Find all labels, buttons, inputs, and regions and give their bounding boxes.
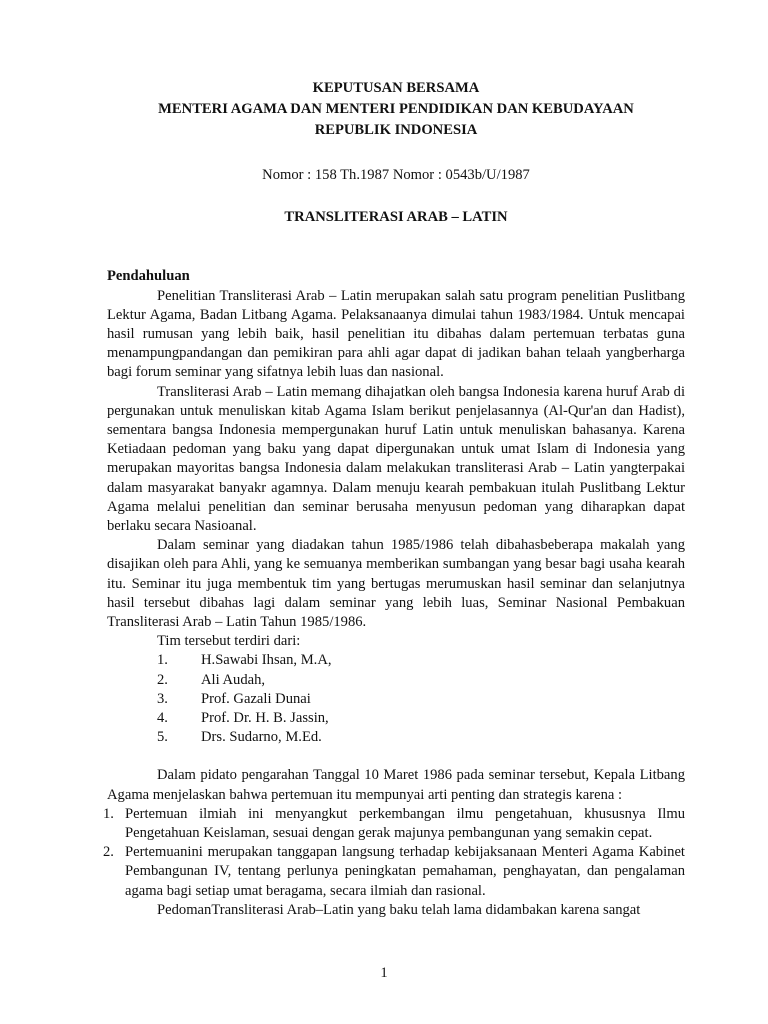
team-member-number: 5. — [157, 729, 168, 746]
title-line-1: KEPUTUSAN BERSAMA — [312, 80, 480, 96]
title-line-2: MENTERI AGAMA DAN MENTERI PENDIDIKAN DAN KEBUDAYAAN — [158, 101, 634, 117]
team-member — [157, 690, 685, 709]
team-member-number: 3. — [157, 690, 168, 707]
document-title — [107, 78, 685, 141]
team-member — [157, 728, 685, 747]
team-list — [107, 651, 685, 747]
team-member-number: 1. — [157, 652, 168, 669]
page-number: 1 — [380, 965, 388, 981]
team-member-number: 4. — [157, 710, 168, 727]
team-member-name: Ali Audah, — [201, 671, 266, 688]
team-member-name: Drs. Sudarno, M.Ed. — [201, 729, 322, 746]
points-list — [103, 805, 685, 901]
point-number: 2. — [103, 844, 114, 861]
point-text: Pertemuan ilmiah ini menyangkut perkembangan ilmu pengetahuan, khususnya Ilmu Pengetahuan Keislaman, sesuai dengan gerak majunya pembangunan yang semakin cepat. — [125, 805, 685, 842]
paragraph-1: Penelitian Transliterasi Arab – Latin merupakan salah satu program penelitian Puslitbang Lektur Agama, Badan Litbang Agama. Pelaksanaanya dimulai tahun 1983/1984. Untuk mencapai hasil rumusan yang lebih baik, hasil penelitian itu dibahas dalam pertemuan terbatas guna menampungpandangan dan pemikiran para ahli agar dapat di jadikan bahan telaah yangberharga bagi forum seminar yang sifatnya lebih luas dan nasional. — [107, 287, 685, 381]
team-member-name: Prof. Gazali Dunai — [201, 690, 311, 707]
team-intro: Tim tersebut terdiri dari: — [157, 633, 301, 650]
decree-number: Nomor : 158 Th.1987 Nomor : 0543b/U/1987 — [262, 167, 530, 183]
document-page — [103, 78, 685, 920]
paragraph-2: Transliterasi Arab – Latin memang dihajatkan oleh bangsa Indonesia karena huruf Arab di pergunakan untuk menuliskan kitab Agama Islam berikut penjelasannya (Al-Qur'an dan Hadist), sementara bangsa Indonesia mempergunakan huruf Latin untuk menuliskan bahasanya. Karena Ketiadaan pedoman yang baku yang dapat dipergunakan untuk umat Islam di Indonesia yang merupakan mayoritas bangsa Indonesia dalam melakukan transliterasi Arab – Latin yangterpakai dalam masyarakat banyakr agamnya. Dalam menuju kearah pembakuan itulah Puslitbang Lektur Agama melalui penelitian dan seminar berusaha menyusun pedoman yang diharapkan dapat berlaku secara Nasioanal. — [107, 383, 685, 535]
point-item — [103, 843, 685, 901]
point-number: 1. — [103, 805, 114, 822]
team-member-number: 2. — [157, 671, 168, 688]
point-text: Pertemuanini merupakan tanggapan langsung terhadap kebijaksanaan Menteri Agama Kabinet Pembangunan IV, tentang perlunya peningkatan pemahaman, penghayatan, dan pengalaman agama bagi setiap umat beragama, secara ilmiah dan rasional. — [125, 844, 685, 899]
team-member — [157, 671, 685, 690]
team-member — [157, 709, 685, 728]
document-subtitle: TRANSLITERASI ARAB – LATIN — [284, 209, 508, 226]
paragraph-3: Dalam seminar yang diadakan tahun 1985/1986 telah dibahasbeberapa makalah yang disajikan oleh para Ahli, yang ke semuanya memberikan sumbangan yang besar bagi usaha kearah itu. Seminar itu juga membentuk tim yang bertugas merumuskan hasil seminar dan selanjutnya hasil tersebut dibahas lagi dalam seminar yang lebih luas, Seminar Nasional Pembakuan Transliterasi Arab – Latin Tahun 1985/1986. — [107, 537, 685, 631]
title-line-3: REPUBLIK INDONESIA — [314, 122, 478, 138]
team-member-name: H.Sawabi Ihsan, M.A, — [201, 652, 332, 669]
paragraph-5: PedomanTransliterasi Arab–Latin yang baku telah lama didambakan karena sangat — [157, 901, 641, 918]
section-heading: Pendahuluan — [107, 268, 190, 285]
point-item — [103, 805, 685, 843]
team-member — [157, 651, 685, 670]
team-member-name: Prof. Dr. H. B. Jassin, — [201, 710, 329, 727]
paragraph-4: Dalam pidato pengarahan Tanggal 10 Maret 1986 pada seminar tersebut, Kepala Litbang Agama menjelaskan bahwa pertemuan itu mempunyai arti penting dan strategis karena : — [107, 767, 685, 803]
